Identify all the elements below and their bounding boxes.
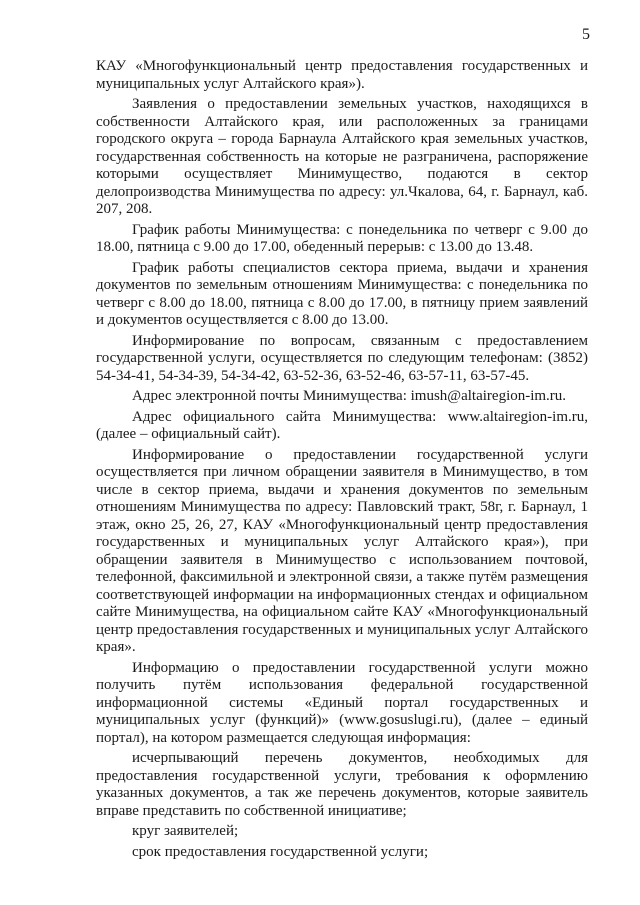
paragraph-mfc-continuation: КАУ «Многофункциональный центр предоставления государственных и муниципальных услуг Алтайского края»). — [96, 58, 588, 92]
paragraph-email: Адрес электронной почты Минимущества: imush@altairegion-im.ru. — [132, 388, 567, 404]
paragraph-phone-info: Информирование по вопросам, связанным с предоставлением государственной услуги, осуществляется по следующим телефонам: (3852) 54-34-41, 54-34-39, 54-34-42, 63-52-36, 63-52-46, 63-57-11, 63-57-45. — [96, 332, 588, 384]
list-item-deadline: срок предоставления государственной услуги; — [132, 843, 429, 860]
paragraph-work-schedule: График работы Минимущества: с понедельника по четверг с 9.00 до 18.00, пятница с 9.00 до 17.00, обеденный перерыв: с 13.00 до 13.48. — [96, 221, 588, 255]
list-item-documents: исчерпывающий перечень документов, необходимых для предоставления государственной услуги, требования к оформлению указанных документов, а так же перечень документов, которые заявитель вправе представить по собственной инициативе; — [96, 750, 588, 819]
paragraph-informing-methods: Информирование о предоставлении государственной услуги осуществляется при личном обращении заявителя в Минимущество, в том числе в сектор приема, выдачи и хранения документов по земельным отношениям Минимущества по адресу: Павловский тракт, 58г, г. Барнаул, 1 этаж, окно 25, 26, 27, КАУ «Многофункциональный центр предоставления государственных и муниципальных услуг Алтайского края»), при обращении заявителя в Минимущество с использованием почтовой, телефонной, факсимильной и электронной связи, а также путём размещения соответствующей информации на информационных стендах и официальном сайте Минимущества, на официальном сайте КАУ «Многофункциональный центр предоставления государственных и муниципальных услуг Алтайского края». — [96, 446, 588, 655]
paragraph-unified-portal: Информацию о предоставлении государственной услуги можно получить путём использования федеральной государственной информационной системы «Единый портал государственных и муниципальных услуг (функций)» (www.gosuslugi.ru), (далее – единый портал), на котором размещается следующая информация: — [96, 659, 588, 746]
paragraph-sector-schedule: График работы специалистов сектора приема, выдачи и хранения документов по земельным отношениям Минимущества: с понедельника по четверг с 8.00 до 18.00, пятница с 8.00 до 17.00, в пятницу прием заявлений и документов осуществляется с 8.00 до 13.00. — [96, 259, 588, 328]
paragraph-website: Адрес официального сайта Минимущества: www.altairegion-im.ru, (далее – официальный сайт). — [96, 408, 588, 442]
page-number: 5 — [582, 26, 590, 43]
list-item-applicants: круг заявителей; — [132, 823, 239, 839]
document-body — [96, 58, 588, 864]
paragraph-land-applications: Заявления о предоставлении земельных участков, находящихся в собственности Алтайского края, или расположенных за границами городского округа – города Барнаула Алтайского края земельных участков, государственная собственность на которые не разграничена, распоряжение которыми осуществляет Минимущество, подаются в сектор делопроизводства Минимущества по адресу: ул.Чкалова, 64, г. Барнаул, каб. 207, 208. — [96, 96, 588, 217]
